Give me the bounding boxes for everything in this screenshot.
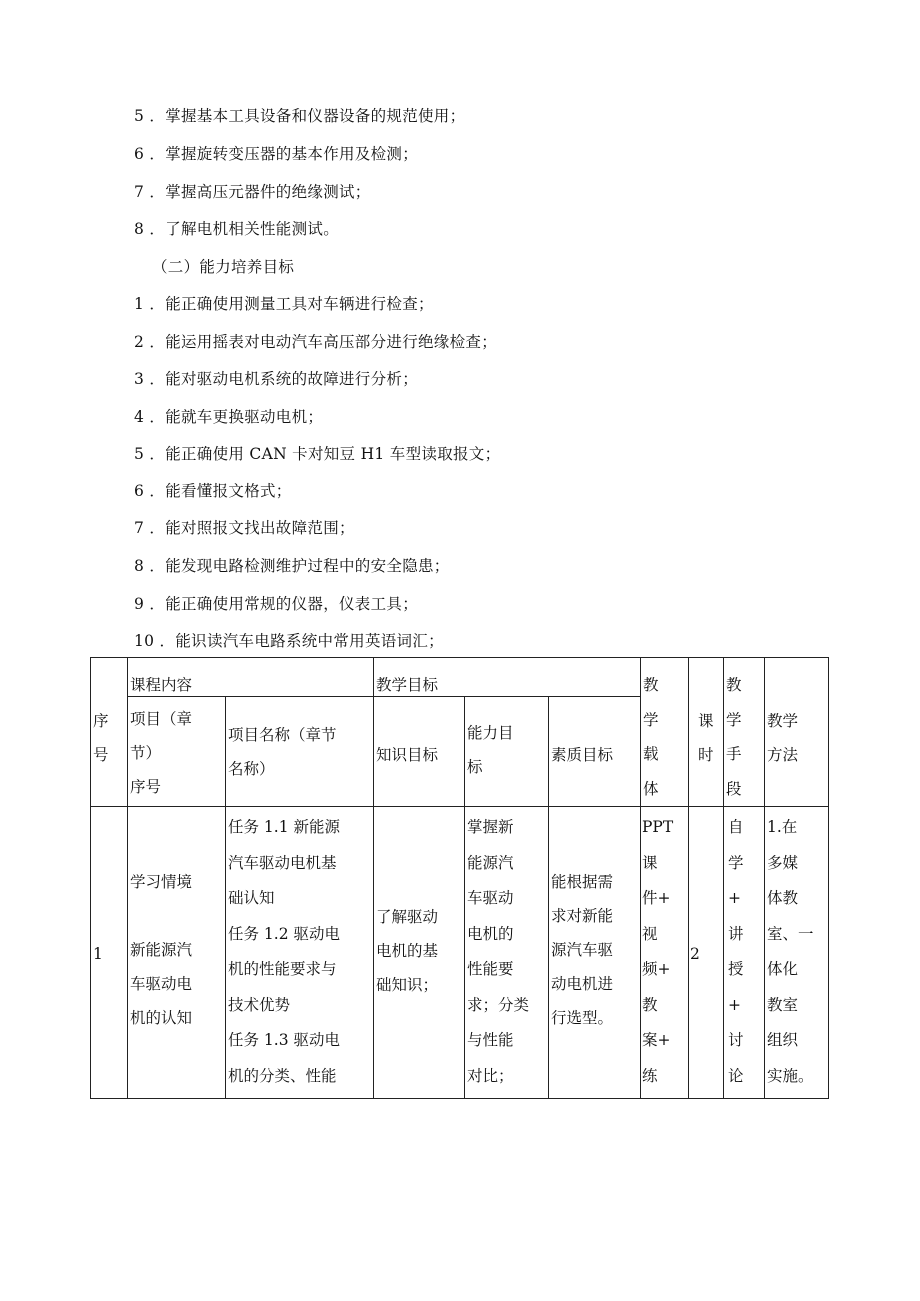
ability-item: 7 ．能对照报文找出故障范围； — [134, 519, 355, 537]
ability-item: 8 ．能发现电路检测维护过程中的安全隐患； — [134, 557, 450, 575]
ability-item: 3 ．能对驱动电机系统的故障进行分析； — [134, 370, 418, 388]
header-ability-goal: 能力目 标 — [467, 724, 514, 776]
header-project-seq: 项目（章 节） 序号 — [130, 710, 193, 796]
header-seq: 序 号 — [93, 712, 109, 764]
knowledge-item: 8 ．了解电机相关性能测试。 — [134, 220, 339, 238]
table-rule — [225, 696, 226, 1098]
table-rule — [548, 696, 549, 1098]
course-table — [90, 657, 829, 1099]
section-heading: （二）能力培养目标 — [152, 258, 295, 276]
knowledge-item: 5 ．掌握基本工具设备和仪器设备的规范使用； — [134, 107, 466, 125]
row-knowledge: 了解驱动 电机的基 础知识； — [376, 908, 439, 994]
row-project: 学习情境 新能源汽 车驱动电 机的认知 — [130, 873, 193, 1027]
row-hours: 2 — [690, 945, 700, 963]
ability-item: 10 ．能识读汽车电路系统中常用英语词汇； — [134, 632, 444, 650]
row-quality: 能根据需 求对新能 源汽车驱 动电机进 行选型。 — [551, 873, 614, 1027]
ability-item: 1 ．能正确使用测量工具对车辆进行检查； — [134, 295, 434, 313]
row-method: 1.在 多媒 体教 室、一 体化 教室 组织 实施。 — [767, 818, 814, 1085]
header-method: 教学 方法 — [767, 712, 799, 764]
table-rule — [640, 658, 641, 1098]
row-means: 自 学 + 讲 授 + 讨 论 — [728, 818, 744, 1085]
knowledge-item: 7 ．掌握高压元器件的绝缘测试； — [134, 183, 371, 201]
ability-item: 2 ．能运用摇表对电动汽车高压部分进行绝缘检查； — [134, 333, 497, 351]
header-hours: 课 时 — [698, 712, 714, 764]
header-knowledge-goal: 知识目标 — [376, 746, 439, 764]
header-quality-goal: 素质目标 — [551, 746, 614, 764]
table-rule — [688, 658, 689, 1098]
header-carrier: 教 学 载 体 — [643, 676, 659, 798]
ability-item: 6 ．能看懂报文格式； — [134, 482, 292, 500]
row-seq: 1 — [93, 945, 103, 963]
header-course-content: 课程内容 — [130, 676, 193, 694]
table-rule — [127, 658, 128, 1098]
header-means: 教 学 手 段 — [726, 676, 742, 798]
table-rule — [723, 658, 724, 1098]
ability-item: 9 ．能正确使用常规的仪器，仪表工具； — [134, 595, 418, 613]
table-rule — [373, 658, 374, 1098]
table-rule — [91, 806, 828, 807]
row-carrier: PPT 课 件+ 视 频+ 教 案+ 练 — [642, 818, 674, 1085]
table-rule — [464, 696, 465, 1098]
knowledge-item: 6 ．掌握旋转变压器的基本作用及检测； — [134, 145, 418, 163]
table-rule — [764, 658, 765, 1098]
header-project-name: 项目名称（章节 名称） — [228, 726, 337, 778]
ability-item: 5 ．能正确使用 CAN 卡对知豆 H1 车型读取报文； — [134, 445, 501, 463]
header-teaching-goal: 教学目标 — [376, 676, 439, 694]
ability-item: 4 ．能就车更换驱动电机； — [134, 408, 324, 426]
row-ability: 掌握新 能源汽 车驱动 电机的 性能要 求；分类 与性能 对比； — [467, 818, 530, 1085]
row-tasks: 任务 1.1 新能源 汽车驱动电机基 础认知 任务 1.2 驱动电 机的性能要求与 技术优势 任务 1.3 驱动电 机的分类、性能 — [228, 818, 341, 1085]
